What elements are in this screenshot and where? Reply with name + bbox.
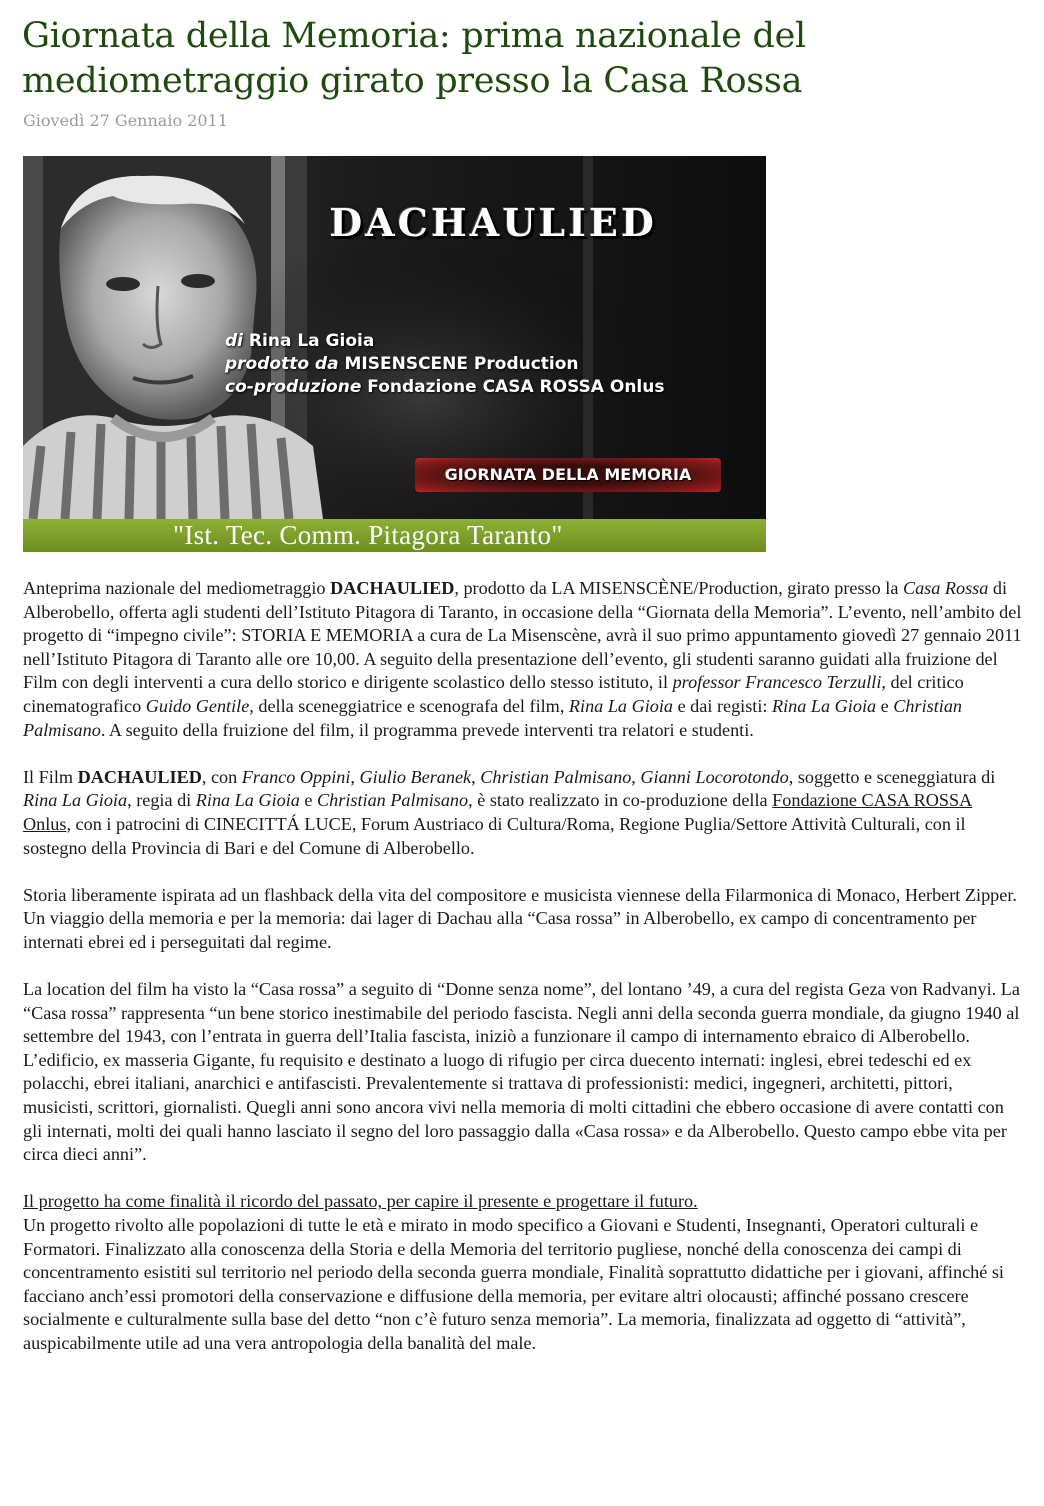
article-date: Giovedì 27 Gennaio 2011: [23, 111, 228, 130]
credit-di-name: Rina La Gioia: [248, 331, 375, 351]
text: , della sceneggiatrice e scenografa del film,: [249, 695, 569, 716]
text: , prodotto da LA MISENSCÈNE/Production, girato presso la: [454, 578, 903, 598]
credit-coprod-prefix: co-produzione: [225, 377, 362, 397]
text: , con: [201, 766, 242, 787]
text: e: [299, 790, 318, 811]
fondazione-link[interactable]: Fondazione CASA ROSSA Onlus: [23, 790, 973, 834]
text: e dai registi:: [673, 695, 773, 716]
text: , è stato realizzato in co-produzione della: [468, 790, 773, 811]
paragraph-intro: [23, 577, 1023, 742]
italic-name: Rina La Gioia: [568, 695, 674, 716]
credit-director: [225, 330, 664, 353]
article-title: Giornata della Memoria: prima nazionale del mediometraggio girato presso la Casa Rossa: [22, 16, 806, 101]
text: , con i patrocini di CINECITTÁ LUCE, Forum Austriaco di Cultura/Roma, Regione Puglia/Settore Attività Culturali, con il sostegno della Provincia di Bari e del Comune di Alberobello.: [23, 813, 966, 858]
poster-caption-bar: [23, 519, 766, 552]
credit-prod-suffix: Production: [473, 354, 579, 374]
italic-name: Rina La Gioia: [772, 695, 877, 716]
text: , regia di: [127, 790, 196, 811]
italic-name: Rina La Gioia: [195, 790, 300, 811]
credit-prod-prefix: prodotto da: [225, 354, 339, 374]
paragraph-location: La location del film ha visto la “Casa rossa” a seguito di “Donne senza nome”, del lontano ’49, a cura del regista Geza von Radvanyi. La “Casa rossa” rappresenta “un bene storico inestimabile del periodo fascista. Negli anni della seconda guerra mondiale, da giugno 1940 al settembre del 1943, con l’entrata in guerra dell’Italia fascista, iniziò a funzionare il campo di internamento ebraico di Alberobello. L’edificio, ex masseria Gigante, fu requisito e destinato a luogo di rifugio per circa duecento internati: inglesi, ebrei tedeschi ed ex polacchi, ebrei italiani, anarchici e antifascisti. Prevalentemente si trattava di professionisti: medici, ingegneri, architetti, pittori, musicisti, scrittori, giornalisti. Quegli anni sono ancora vivi nella memoria di molti cittadini che ebbero occasione di avere contatti con gli internati, molti dei quali hanno lasciato il segno del loro passaggio dalla «Casa rossa» e da Alberobello. Questo campo ebbe vita per circa dieci anni”.: [23, 979, 1020, 1165]
paragraph-project-goal: Il progetto ha come finalità il ricordo del passato, per capire il presente e progettare il futuro.: [23, 1191, 698, 1212]
article-body: [23, 577, 1023, 1356]
italic-name: Christian Palmisano: [317, 790, 469, 811]
text: , del critico cinematografico: [23, 672, 964, 716]
credit-coprod-name: Fondazione CASA ROSSA Onlus: [367, 377, 665, 397]
italic-name: Gianni Locorotondo: [640, 766, 789, 787]
paragraph-cast: [23, 766, 1023, 860]
film-title-bold: DACHAULIED: [77, 766, 202, 787]
italic-name: Guido Gentile: [145, 695, 250, 716]
italic-name: professor Francesco Terzulli: [672, 672, 882, 693]
text: ,: [471, 766, 481, 787]
text: , soggetto e sceneggiatura di: [788, 766, 996, 787]
text: ,: [350, 766, 360, 787]
film-poster-image: [23, 156, 766, 552]
text: Il Film: [23, 766, 78, 787]
poster-credits: [225, 330, 664, 399]
film-title-bold: DACHAULIED: [330, 578, 455, 598]
italic-name: Franco Oppini: [241, 766, 351, 787]
text: . A seguito della fruizione del film, il programma prevede interventi tra relatori e studenti.: [100, 719, 754, 740]
paragraph-story: Storia liberamente ispirata ad un flashback della vita del compositore e musicista viennese della Filarmonica di Monaco, Herbert Zipper. Un viaggio della memoria e per la memoria: dai lager di Dachau alla “Casa rossa” in Alberobello, ex campo di concentramento per internati ebrei ed i perseguitati dal regime.: [23, 884, 1017, 952]
poster-film-title: DACHAULIED: [329, 200, 657, 245]
credit-prod-name: MISENSCENE: [344, 354, 468, 374]
memoria-badge-text: GIORNATA DELLA MEMORIA: [444, 465, 692, 484]
text: di Alberobello, offerta agli studenti dell’Istituto Pitagora di Taranto, in occasione della “Giornata della Memoria”. L’evento, nell’ambito del progetto di “impegno civile”: STORIA E MEMORIA a cura de La Misenscène, avrà il suo primo appuntamento giovedì 27 gennaio 2011 nell’Istituto Pitagora di Taranto alle ore 10,00. A seguito della presentazione dell’evento, gli studenti saranno guidati alla fruizione del Film con degli interventi a cura dello storico e dirigente scolastico dello stesso istituto, il: [23, 578, 1022, 693]
credit-coproducer: [225, 376, 664, 399]
italic-name: Christian Palmisano: [23, 695, 963, 740]
italic-name: Casa Rossa: [902, 578, 989, 598]
text: e: [876, 695, 894, 716]
credit-producer: [225, 353, 664, 376]
italic-name: Rina La Gioia: [23, 790, 128, 811]
text: Anteprima nazionale del mediometraggio: [23, 578, 331, 598]
text: ,: [631, 766, 641, 787]
credit-di-prefix: di: [225, 331, 243, 351]
poster-caption: "Ist. Tec. Comm. Pitagora Taranto": [173, 520, 563, 550]
memoria-badge: [415, 458, 721, 492]
paragraph-project: Un progetto rivolto alle popolazioni di tutte le età e mirato in modo specifico a Giovani e Studenti, Insegnanti, Operatori culturali e Formatori. Finalizzato alla conoscenza della Storia e della Memoria del territorio pugliese, nonché della conoscenza dei campi di concentramento esistiti sul territorio nel periodo della seconda guerra mondiale, Finalità soprattutto didattiche per i giovani, affinché si facciano anch’essi promotori della conservazione e diffusione della memoria, per evitare altri olocausti; affinché possano crescere socialmente e culturalmente sulla base del detto “non c’è futuro senza memoria”. La memoria, finalizzata ad oggetto di “attività”, auspicabilmente utile ad una vera antropologia della banalità del male.: [23, 1215, 1004, 1353]
italic-name: Giulio Beranek: [359, 766, 472, 787]
italic-name: Christian Palmisano: [480, 766, 632, 787]
